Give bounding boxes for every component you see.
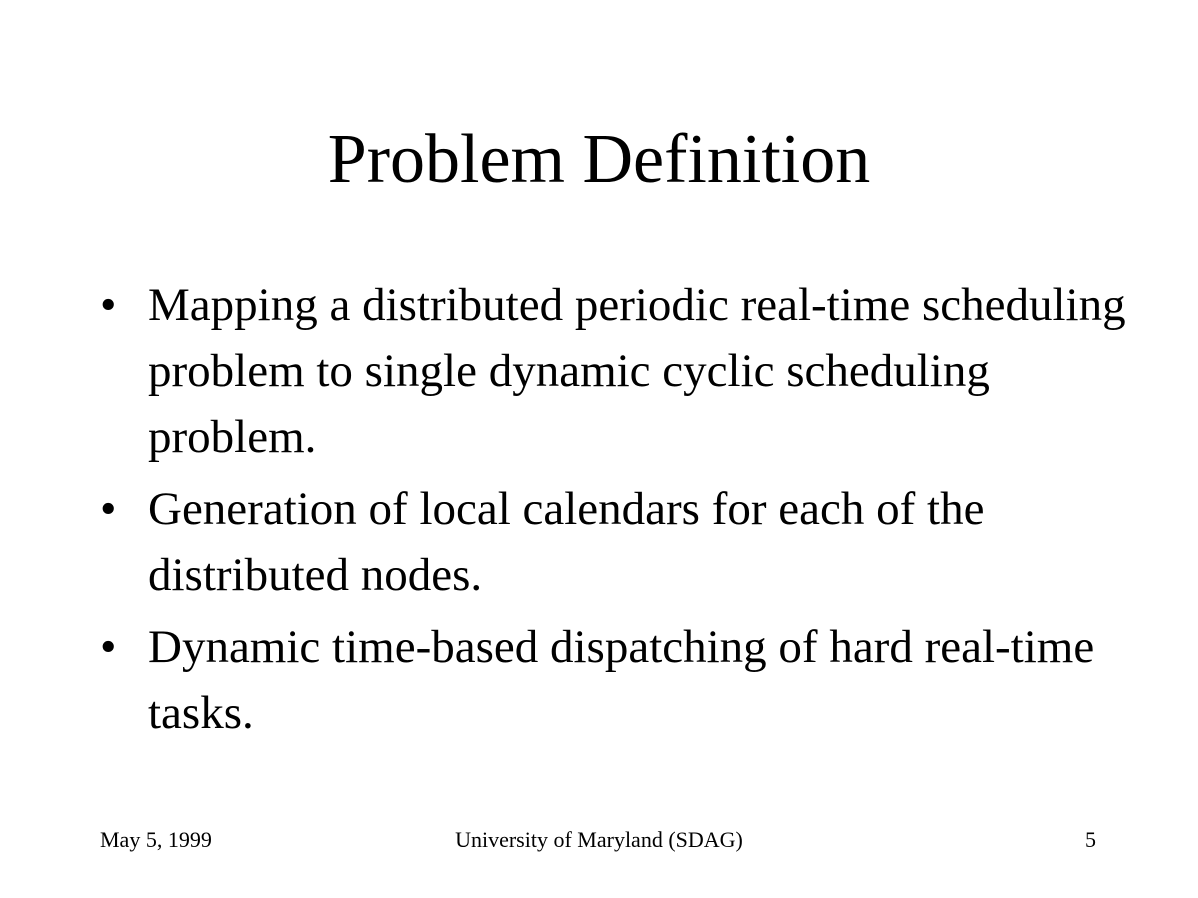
bullet-text: Generation of local calendars for each of the distributed nodes.: [148, 483, 985, 601]
footer-page-number: 5: [1085, 827, 1096, 852]
bullet-text: Mapping a distributed periodic real-time scheduling problem to single dynamic cyclic scheduling problem.: [148, 279, 1126, 463]
bullet-item: [100, 476, 1160, 608]
slide-title: Problem Definition: [327, 121, 871, 198]
bullet-icon: •: [100, 483, 117, 535]
footer-organization: University of Maryland (SDAG): [455, 827, 743, 852]
bullet-text: Dynamic time-based dispatching of hard real-time tasks.: [148, 621, 1095, 739]
bullet-item: [100, 614, 1160, 746]
bullet-icon: •: [100, 621, 117, 673]
footer-date: May 5, 1999: [100, 827, 212, 852]
bullet-item: [100, 272, 1160, 470]
bullet-list: [100, 272, 1160, 752]
bullet-icon: •: [100, 279, 117, 331]
